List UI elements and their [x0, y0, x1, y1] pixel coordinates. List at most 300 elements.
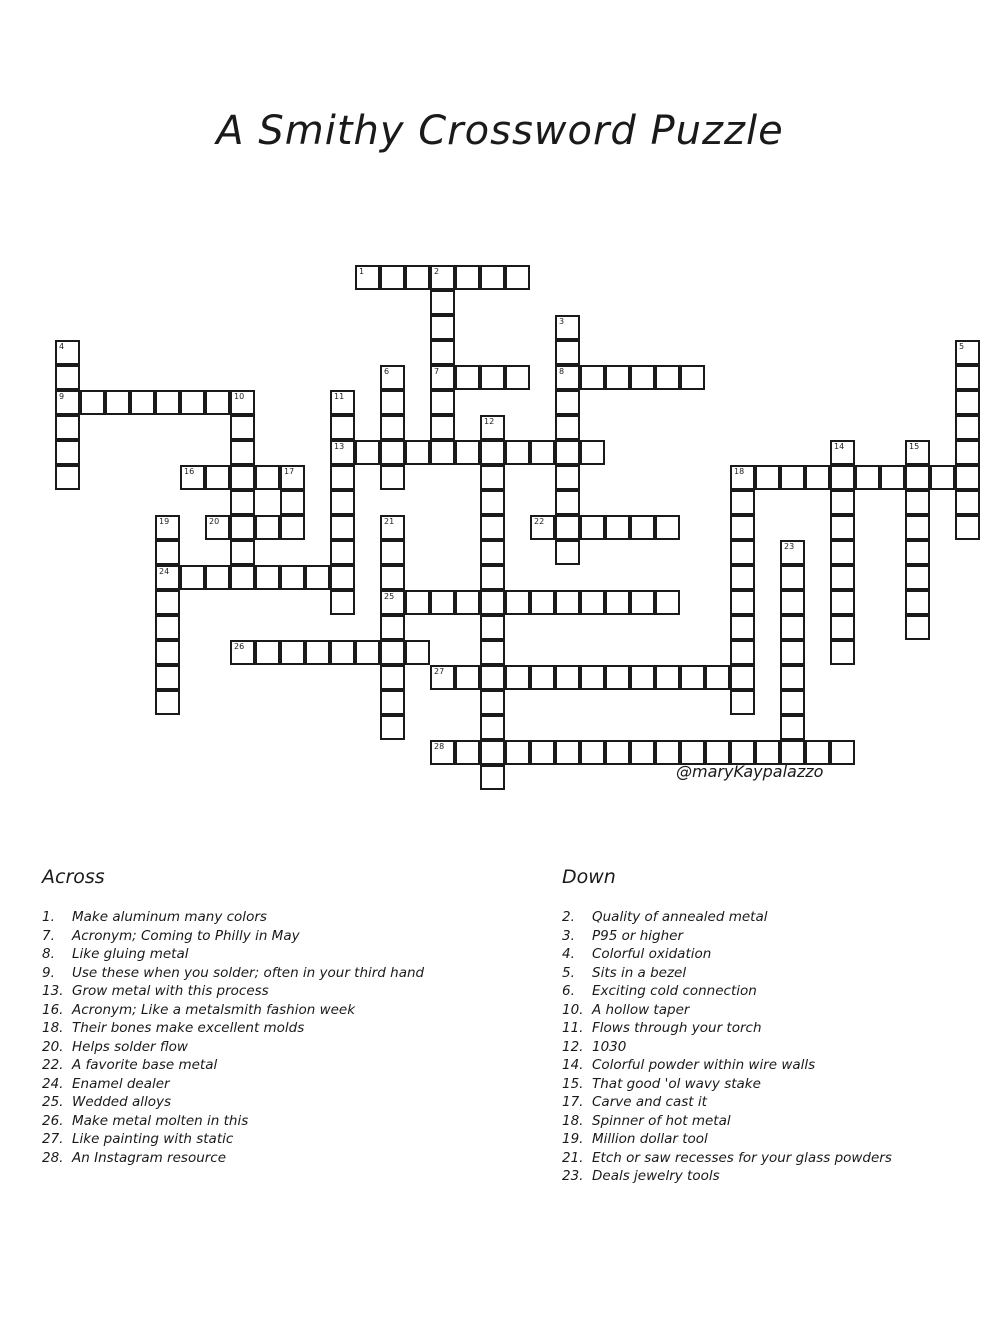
grid-cell[interactable] — [330, 415, 355, 440]
grid-cell[interactable] — [480, 590, 505, 615]
grid-cell[interactable] — [905, 540, 930, 565]
clue-text: A favorite base metal — [72, 1057, 218, 1073]
clue-text: Exciting cold connection — [592, 983, 757, 999]
grid-cell[interactable] — [255, 640, 280, 665]
grid-cell[interactable] — [380, 265, 405, 290]
grid-cell[interactable] — [780, 640, 805, 665]
grid-cell[interactable] — [480, 565, 505, 590]
clue-number: 27. — [42, 1131, 64, 1147]
grid-cell[interactable] — [680, 365, 705, 390]
cell-number: 1 — [359, 267, 365, 276]
grid-cell[interactable] — [205, 515, 230, 540]
clue-text: Use these when you solder; often in your third hand — [72, 964, 425, 981]
down-clue — [562, 1001, 992, 1020]
grid-cell[interactable] — [955, 465, 980, 490]
grid-cell[interactable] — [905, 490, 930, 515]
grid-cell[interactable] — [255, 565, 280, 590]
grid-cell[interactable] — [380, 440, 405, 465]
grid-cell[interactable] — [480, 540, 505, 565]
grid-cell[interactable] — [505, 440, 530, 465]
grid-cell[interactable] — [505, 590, 530, 615]
across-clue — [42, 1038, 512, 1057]
cell-number: 10 — [234, 392, 245, 401]
grid-cell[interactable] — [55, 340, 80, 365]
clue-text: Colorful powder within wire walls — [592, 1057, 816, 1073]
grid-cell[interactable] — [430, 440, 455, 465]
clue-text: Like gluing metal — [72, 946, 189, 962]
grid-cell[interactable] — [230, 515, 255, 540]
clue-number: 28. — [42, 1149, 64, 1166]
clue-text: Make aluminum many colors — [72, 909, 267, 925]
clue-text: Enamel dealer — [72, 1075, 170, 1092]
grid-cell[interactable] — [630, 590, 655, 615]
grid-cell[interactable] — [480, 640, 505, 665]
down-clue — [562, 964, 992, 983]
clue-text: Quality of annealed metal — [592, 909, 768, 925]
grid-cell[interactable] — [205, 565, 230, 590]
grid-cell[interactable] — [580, 515, 605, 540]
grid-cell[interactable] — [530, 440, 555, 465]
grid-cell[interactable] — [705, 665, 730, 690]
grid-cell[interactable] — [430, 315, 455, 340]
grid-cell[interactable] — [730, 490, 755, 515]
grid-cell[interactable] — [230, 465, 255, 490]
cell-number: 26 — [234, 642, 245, 651]
grid-cell[interactable] — [405, 440, 430, 465]
grid-cell[interactable] — [855, 465, 880, 490]
grid-cell[interactable] — [330, 390, 355, 415]
down-clue — [562, 1038, 992, 1057]
clue-number: 21. — [562, 1149, 584, 1166]
grid-cell[interactable] — [480, 515, 505, 540]
grid-cell[interactable] — [180, 565, 205, 590]
grid-cell[interactable] — [430, 390, 455, 415]
grid-cell[interactable] — [580, 665, 605, 690]
clue-number: 16. — [42, 1001, 64, 1018]
grid-cell[interactable] — [830, 565, 855, 590]
clue-text: Make metal molten in this — [72, 1112, 249, 1129]
grid-cell[interactable] — [555, 365, 580, 390]
grid-cell[interactable] — [955, 515, 980, 540]
grid-cell[interactable] — [605, 740, 630, 765]
cell-number: 3 — [559, 317, 565, 326]
cell-number: 18 — [734, 467, 745, 476]
across-clue — [42, 1149, 512, 1168]
grid-cell[interactable] — [630, 515, 655, 540]
grid-cell[interactable] — [555, 665, 580, 690]
across-clue — [42, 945, 512, 964]
grid-cell[interactable] — [155, 515, 180, 540]
grid-cell[interactable] — [580, 590, 605, 615]
grid-cell[interactable] — [780, 590, 805, 615]
grid-cell[interactable] — [480, 265, 505, 290]
grid-cell[interactable] — [730, 665, 755, 690]
grid-cell[interactable] — [480, 490, 505, 515]
clue-number: 1. — [42, 909, 55, 925]
grid-cell[interactable] — [330, 565, 355, 590]
grid-cell[interactable] — [905, 440, 930, 465]
grid-cell[interactable] — [480, 665, 505, 690]
grid-cell[interactable] — [655, 365, 680, 390]
grid-cell[interactable] — [405, 265, 430, 290]
grid-cell[interactable] — [280, 515, 305, 540]
across-clues — [42, 866, 512, 1167]
grid-cell[interactable] — [605, 515, 630, 540]
across-clue — [42, 1093, 512, 1112]
cell-number: 6 — [384, 367, 390, 376]
clue-number: 2. — [562, 909, 575, 925]
grid-cell[interactable] — [230, 390, 255, 415]
grid-cell[interactable] — [830, 740, 855, 765]
grid-cell[interactable] — [155, 390, 180, 415]
cell-number: 19 — [159, 517, 170, 526]
grid-cell[interactable] — [455, 740, 480, 765]
grid-cell[interactable] — [255, 515, 280, 540]
grid-cell[interactable] — [155, 565, 180, 590]
grid-cell[interactable] — [280, 490, 305, 515]
down-clue — [562, 1019, 992, 1038]
grid-cell[interactable] — [780, 690, 805, 715]
grid-cell[interactable] — [555, 740, 580, 765]
grid-cell[interactable] — [230, 440, 255, 465]
cell-number: 16 — [184, 467, 195, 476]
grid-cell[interactable] — [330, 490, 355, 515]
grid-cell[interactable] — [730, 615, 755, 640]
grid-cell[interactable] — [55, 465, 80, 490]
clue-text: Like painting with static — [72, 1131, 234, 1147]
grid-cell[interactable] — [805, 465, 830, 490]
grid-cell[interactable] — [380, 390, 405, 415]
grid-cell[interactable] — [280, 465, 305, 490]
grid-cell[interactable] — [205, 465, 230, 490]
grid-cell[interactable] — [155, 690, 180, 715]
grid-cell[interactable] — [505, 365, 530, 390]
grid-cell[interactable] — [505, 740, 530, 765]
grid-cell[interactable] — [830, 590, 855, 615]
grid-cell[interactable] — [355, 265, 380, 290]
grid-cell[interactable] — [380, 590, 405, 615]
down-clue — [562, 1056, 992, 1075]
clue-number: 18. — [562, 1112, 584, 1129]
cell-number: 23 — [784, 542, 795, 551]
grid-cell[interactable] — [905, 565, 930, 590]
down-clue — [562, 1167, 992, 1186]
grid-cell[interactable] — [530, 590, 555, 615]
grid-cell[interactable] — [555, 590, 580, 615]
grid-cell[interactable] — [955, 490, 980, 515]
cell-number: 28 — [434, 742, 445, 751]
grid-cell[interactable] — [355, 440, 380, 465]
grid-cell[interactable] — [380, 715, 405, 740]
clue-text: Their bones make excellent molds — [72, 1020, 305, 1036]
clue-number: 22. — [42, 1057, 64, 1073]
grid-cell[interactable] — [480, 415, 505, 440]
grid-cell[interactable] — [630, 740, 655, 765]
grid-cell[interactable] — [580, 740, 605, 765]
grid-cell[interactable] — [555, 540, 580, 565]
clue-number: 23. — [562, 1168, 584, 1184]
grid-cell[interactable] — [430, 740, 455, 765]
grid-cell[interactable] — [205, 390, 230, 415]
grid-cell[interactable] — [780, 540, 805, 565]
clue-number: 14. — [562, 1057, 584, 1073]
clue-text: Wedded alloys — [72, 1094, 172, 1110]
grid-cell[interactable] — [905, 615, 930, 640]
clue-text: Acronym; Coming to Philly in May — [72, 927, 300, 944]
page-title: A Smithy Crossword Puzzle — [216, 108, 784, 154]
grid-cell[interactable] — [655, 665, 680, 690]
grid-cell[interactable] — [305, 565, 330, 590]
grid-cell[interactable] — [155, 640, 180, 665]
clue-text: Helps solder flow — [72, 1038, 188, 1055]
grid-cell[interactable] — [430, 365, 455, 390]
down-clue — [562, 982, 992, 1001]
grid-cell[interactable] — [480, 740, 505, 765]
clue-number: 11. — [562, 1020, 584, 1036]
grid-cell[interactable] — [430, 265, 455, 290]
grid-cell[interactable] — [430, 340, 455, 365]
cell-number: 11 — [334, 392, 345, 401]
grid-cell[interactable] — [55, 390, 80, 415]
grid-cell[interactable] — [655, 515, 680, 540]
down-clue-list — [562, 908, 992, 1186]
across-clue — [42, 908, 512, 927]
grid-cell[interactable] — [105, 390, 130, 415]
grid-cell[interactable] — [255, 465, 280, 490]
grid-cell[interactable] — [130, 390, 155, 415]
grid-cell[interactable] — [430, 415, 455, 440]
grid-cell[interactable] — [330, 640, 355, 665]
grid-cell[interactable] — [955, 440, 980, 465]
grid-cell[interactable] — [555, 415, 580, 440]
grid-cell[interactable] — [155, 540, 180, 565]
grid-cell[interactable] — [830, 615, 855, 640]
grid-cell[interactable] — [555, 315, 580, 340]
grid-cell[interactable] — [605, 665, 630, 690]
grid-cell[interactable] — [830, 515, 855, 540]
grid-cell[interactable] — [580, 440, 605, 465]
grid-cell[interactable] — [355, 640, 380, 665]
grid-cell[interactable] — [555, 390, 580, 415]
grid-cell[interactable] — [730, 515, 755, 540]
down-clue — [562, 945, 992, 964]
grid-cell[interactable] — [580, 365, 605, 390]
grid-cell[interactable] — [430, 290, 455, 315]
down-clue — [562, 1130, 992, 1149]
grid-cell[interactable] — [430, 665, 455, 690]
grid-cell[interactable] — [630, 365, 655, 390]
grid-cell[interactable] — [480, 765, 505, 790]
grid-cell[interactable] — [55, 440, 80, 465]
grid-cell[interactable] — [455, 440, 480, 465]
grid-cell[interactable] — [230, 415, 255, 440]
clue-number: 15. — [562, 1075, 584, 1092]
grid-cell[interactable] — [680, 665, 705, 690]
grid-cell[interactable] — [155, 665, 180, 690]
grid-cell[interactable] — [180, 390, 205, 415]
grid-cell[interactable] — [780, 715, 805, 740]
grid-cell[interactable] — [380, 540, 405, 565]
down-clue — [562, 1093, 992, 1112]
grid-cell[interactable] — [830, 440, 855, 465]
down-clue — [562, 1112, 992, 1131]
grid-cell[interactable] — [530, 515, 555, 540]
grid-cell[interactable] — [830, 640, 855, 665]
clue-text: A hollow taper — [592, 1001, 690, 1018]
grid-cell[interactable] — [780, 565, 805, 590]
grid-cell[interactable] — [505, 265, 530, 290]
author-credit: @maryKaypalazzo — [676, 762, 824, 781]
grid-cell[interactable] — [455, 590, 480, 615]
grid-cell[interactable] — [155, 590, 180, 615]
cell-number: 22 — [534, 517, 545, 526]
grid-cell[interactable] — [905, 465, 930, 490]
grid-cell[interactable] — [280, 565, 305, 590]
grid-cell[interactable] — [480, 715, 505, 740]
grid-cell[interactable] — [630, 665, 655, 690]
grid-cell[interactable] — [730, 565, 755, 590]
grid-cell[interactable] — [380, 415, 405, 440]
grid-cell[interactable] — [555, 440, 580, 465]
grid-cell[interactable] — [380, 690, 405, 715]
cell-number: 25 — [384, 592, 395, 601]
clue-text: P95 or higher — [592, 927, 683, 944]
across-clue — [42, 1056, 512, 1075]
grid-cell[interactable] — [730, 590, 755, 615]
clue-number: 9. — [42, 964, 55, 981]
grid-cell[interactable] — [405, 590, 430, 615]
grid-cell[interactable] — [555, 515, 580, 540]
grid-cell[interactable] — [555, 490, 580, 515]
grid-cell[interactable] — [930, 465, 955, 490]
grid-cell[interactable] — [955, 390, 980, 415]
down-clue — [562, 908, 992, 927]
grid-cell[interactable] — [330, 440, 355, 465]
grid-cell[interactable] — [405, 640, 430, 665]
cell-number: 13 — [334, 442, 345, 451]
grid-cell[interactable] — [755, 465, 780, 490]
grid-cell[interactable] — [155, 615, 180, 640]
grid-cell[interactable] — [305, 640, 330, 665]
clue-number: 19. — [562, 1131, 584, 1147]
grid-cell[interactable] — [530, 665, 555, 690]
clue-text: Deals jewelry tools — [592, 1168, 720, 1184]
grid-cell[interactable] — [480, 615, 505, 640]
down-heading: Down — [562, 866, 616, 888]
grid-cell[interactable] — [380, 665, 405, 690]
grid-cell[interactable] — [905, 515, 930, 540]
grid-cell[interactable] — [905, 590, 930, 615]
across-clue — [42, 1019, 512, 1038]
clue-text: 1030 — [592, 1038, 627, 1055]
grid-cell[interactable] — [830, 465, 855, 490]
grid-cell[interactable] — [480, 440, 505, 465]
grid-cell[interactable] — [380, 365, 405, 390]
grid-cell[interactable] — [605, 365, 630, 390]
clue-number: 7. — [42, 927, 55, 944]
grid-cell[interactable] — [830, 540, 855, 565]
grid-cell[interactable] — [955, 340, 980, 365]
grid-cell[interactable] — [80, 390, 105, 415]
across-clue — [42, 982, 512, 1001]
cell-number: 7 — [434, 367, 440, 376]
grid-cell[interactable] — [380, 640, 405, 665]
down-clue — [562, 1149, 992, 1168]
grid-cell[interactable] — [330, 515, 355, 540]
grid-cell[interactable] — [455, 265, 480, 290]
grid-cell[interactable] — [230, 490, 255, 515]
grid-cell[interactable] — [55, 415, 80, 440]
grid-cell[interactable] — [430, 590, 455, 615]
grid-cell[interactable] — [605, 590, 630, 615]
grid-cell[interactable] — [55, 365, 80, 390]
down-clue — [562, 1075, 992, 1094]
grid-cell[interactable] — [505, 665, 530, 690]
clue-number: 10. — [562, 1001, 584, 1018]
grid-cell[interactable] — [480, 465, 505, 490]
across-clue — [42, 927, 512, 946]
grid-cell[interactable] — [780, 465, 805, 490]
grid-cell[interactable] — [230, 565, 255, 590]
grid-cell[interactable] — [555, 340, 580, 365]
grid-cell[interactable] — [380, 615, 405, 640]
grid-cell[interactable] — [380, 565, 405, 590]
grid-cell[interactable] — [280, 640, 305, 665]
grid-cell[interactable] — [330, 465, 355, 490]
grid-cell[interactable] — [230, 540, 255, 565]
grid-cell[interactable] — [780, 665, 805, 690]
cell-number: 17 — [284, 467, 295, 476]
grid-cell[interactable] — [480, 365, 505, 390]
grid-cell[interactable] — [330, 590, 355, 615]
grid-cell[interactable] — [380, 515, 405, 540]
across-clue — [42, 964, 512, 983]
grid-cell[interactable] — [955, 365, 980, 390]
grid-cell[interactable] — [230, 640, 255, 665]
grid-cell[interactable] — [730, 690, 755, 715]
cell-number: 14 — [834, 442, 845, 451]
clue-text: An Instagram resource — [72, 1149, 227, 1166]
across-clue-list — [42, 908, 512, 1167]
grid-cell[interactable] — [455, 665, 480, 690]
clue-number: 5. — [562, 964, 575, 981]
grid-cell[interactable] — [730, 640, 755, 665]
cell-number: 8 — [559, 367, 565, 376]
clue-number: 26. — [42, 1112, 64, 1129]
grid-cell[interactable] — [480, 690, 505, 715]
grid-cell[interactable] — [330, 540, 355, 565]
grid-cell[interactable] — [880, 465, 905, 490]
grid-cell[interactable] — [780, 615, 805, 640]
grid-cell[interactable] — [530, 740, 555, 765]
grid-cell[interactable] — [955, 415, 980, 440]
grid-cell[interactable] — [730, 465, 755, 490]
grid-cell[interactable] — [555, 465, 580, 490]
grid-cell[interactable] — [180, 465, 205, 490]
grid-cell[interactable] — [380, 465, 405, 490]
clue-number: 12. — [562, 1038, 584, 1055]
cell-number: 20 — [209, 517, 220, 526]
down-clue — [562, 927, 992, 946]
clue-text: Carve and cast it — [592, 1094, 707, 1110]
grid-cell[interactable] — [655, 590, 680, 615]
cell-number: 9 — [59, 392, 65, 401]
grid-cell[interactable] — [830, 490, 855, 515]
clue-text: Grow metal with this process — [72, 983, 269, 999]
cell-number: 2 — [434, 267, 440, 276]
grid-cell[interactable] — [730, 540, 755, 565]
grid-cell[interactable] — [455, 365, 480, 390]
